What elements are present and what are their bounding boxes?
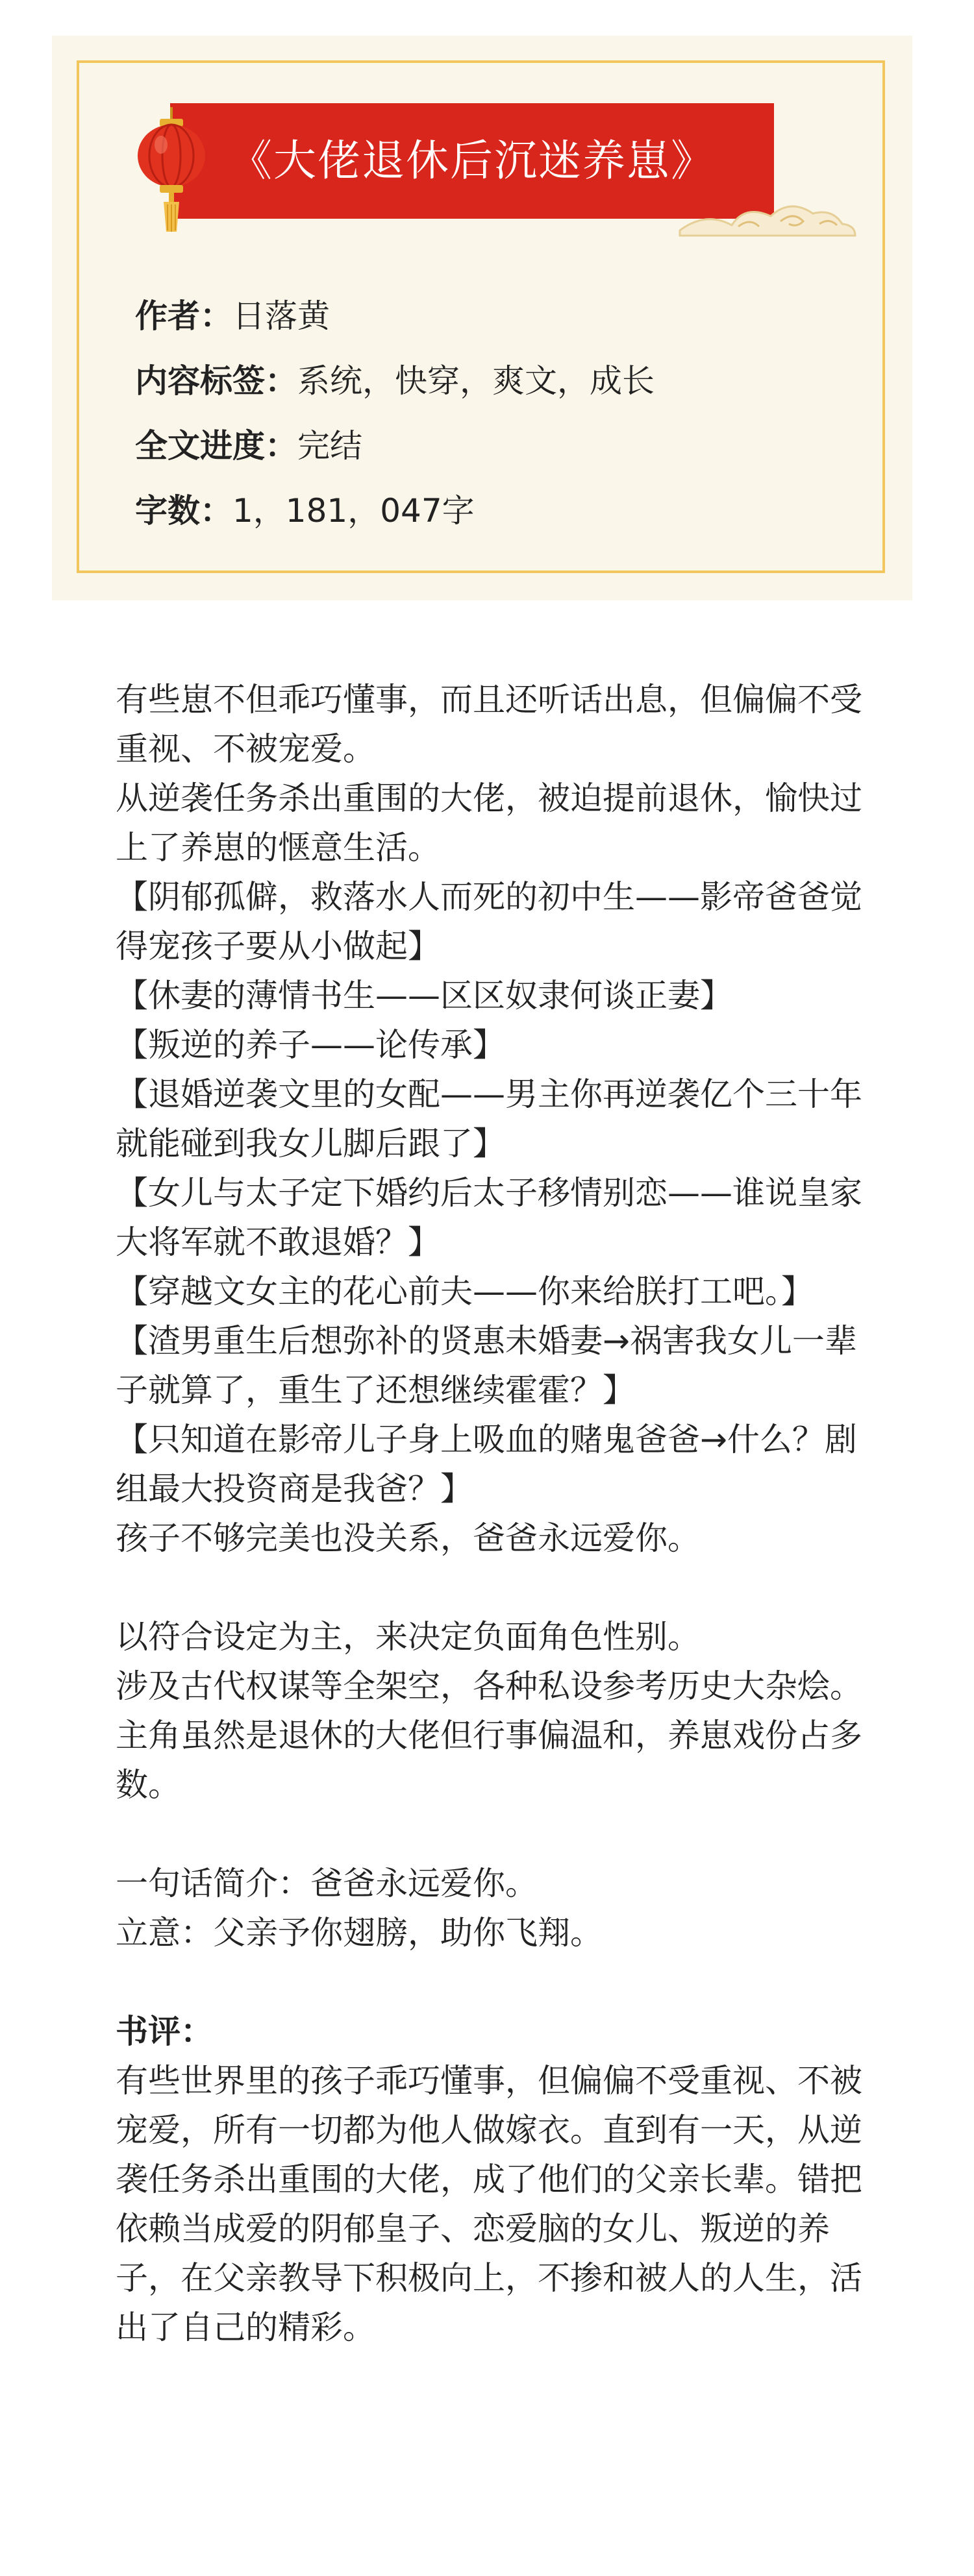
intro-paragraph: 有些崽不但乖巧懂事，而且还听话出息，但偏偏不受重视、不被宠爱。 [116,681,862,768]
story-arc-item: 【只知道在影帝儿子身上吸血的赌鬼爸爸→什么？剧组最大投资商是我爸？】 [116,1421,857,1508]
review-heading: 书评： [116,2013,213,2050]
book-title: 《大佬退休后沉迷养崽》 [229,136,715,186]
intro-closing-line: 孩子不够完美也没关系，爸爸永远爱你。 [116,1519,700,1557]
intro-paragraph: 从逆袭任务杀出重围的大佬，被迫提前退休，愉快过上了养崽的惬意生活。 [116,779,862,866]
wordcount-value: 1，181，047字 [232,492,475,530]
book-info-card-border [77,60,885,573]
story-arc-item: 【阴郁孤僻，救落水人而死的初中生——影帝爸爸觉得宠孩子要从小做起】 [116,878,862,965]
note-line: 主角虽然是退休的大佬但行事偏温和，养崽戏份占多数。 [116,1717,862,1804]
theme-line: 立意：父亲予你翅膀，助你飞翔。 [116,1914,603,1952]
book-info-list [135,284,849,543]
progress-value: 完结 [297,427,362,465]
story-arc-item: 【叛逆的养子——论传承】 [116,1026,505,1064]
book-description [116,675,869,2352]
tags-value: 系统，快穿，爽文，成长 [297,362,655,400]
story-arc-item: 【退婚逆袭文里的女配——男主你再逆袭亿个三十年就能碰到我女儿脚后跟了】 [116,1075,862,1162]
wordcount-label: 字数： [135,492,232,530]
note-line: 以符合设定为主，来决定负面角色性别。 [116,1618,700,1656]
author-value: 日落黄 [232,297,330,335]
progress-label: 全文进度： [135,427,297,465]
spacer [116,1957,869,2007]
author-label: 作者： [135,297,232,335]
spacer [116,1563,869,1612]
story-arc-item: 【女儿与太子定下婚约后太子移情别恋——谁说皇家大将军就不敢退婚？】 [116,1174,862,1261]
story-arc-item: 【穿越文女主的花心前夫——你来给朕打工吧。】 [116,1273,814,1310]
lantern-icon [132,107,210,237]
spacer [116,1809,869,1859]
tags-row [135,349,849,413]
book-info-card [52,36,912,600]
one-line-summary: 一句话简介：爸爸永远爱你。 [116,1865,538,1902]
review-text: 有些世界里的孩子乖巧懂事，但偏偏不受重视、不被宠爱，所有一切都为他人做嫁衣。直到有一天，从逆袭任务杀出重围的大佬，成了他们的父亲长辈。错把依赖当成爱的阴郁皇子、恋爱脑的女儿、叛逆的养子，在父亲教导下积极向上，不掺和被人的人生，活出了自己的精彩。 [116,2062,862,2346]
story-arc-item: 【休妻的薄情书生——区区奴隶何谈正妻】 [116,977,732,1014]
note-line: 涉及古代权谋等全架空，各种私设参考历史大杂烩。 [116,1667,862,1705]
wordcount-row [135,478,849,543]
progress-row [135,413,849,478]
story-arc-item: 【渣男重生后想弥补的贤惠未婚妻→祸害我女儿一辈子就算了，重生了还想继续霍霍？】 [116,1322,857,1409]
author-row [135,284,849,349]
cloud-icon [667,185,862,250]
tags-label: 内容标签： [135,362,297,400]
